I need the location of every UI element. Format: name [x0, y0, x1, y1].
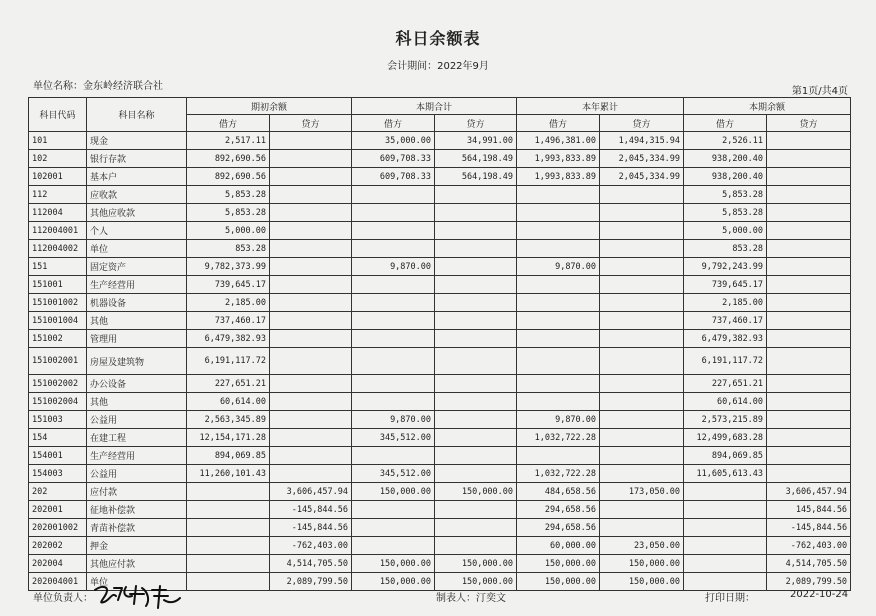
account-code: 151002002: [29, 375, 87, 393]
year-credit-cell: 150,000.00: [600, 573, 684, 591]
closing-debit-cell: 2,573,215.89: [684, 411, 767, 429]
closing-credit-cell: 2,089,799.50: [767, 573, 851, 591]
account-name: 个人: [87, 222, 187, 240]
year-credit-cell: [600, 258, 684, 276]
signature-image: [92, 582, 187, 610]
year-debit-cell: [517, 348, 600, 375]
header-closing-balance: 本期余额: [684, 98, 851, 115]
year-credit-cell: [600, 411, 684, 429]
account-code: 202004: [29, 555, 87, 573]
period-debit-cell: [352, 447, 435, 465]
closing-debit-cell: 938,200.40: [684, 150, 767, 168]
opening-debit-cell: [187, 573, 270, 591]
opening-credit-cell: [270, 429, 352, 447]
year-debit-cell: [517, 240, 600, 258]
opening-debit-cell: 5,853.28: [187, 204, 270, 222]
period-debit-cell: 150,000.00: [352, 573, 435, 591]
page-info: 第1页/共4页: [791, 86, 848, 97]
account-code: 154: [29, 429, 87, 447]
table-row: [29, 555, 851, 573]
opening-debit-cell: 227,651.21: [187, 375, 270, 393]
closing-credit-cell: [767, 447, 851, 465]
year-debit-cell: [517, 393, 600, 411]
year-credit-cell: [600, 429, 684, 447]
period-credit-cell: [435, 312, 517, 330]
year-debit-cell: 1,032,722.28: [517, 429, 600, 447]
closing-debit-cell: [684, 501, 767, 519]
year-credit-cell: [600, 312, 684, 330]
closing-credit-cell: [767, 222, 851, 240]
period-debit-cell: [352, 222, 435, 240]
table-row: [29, 204, 851, 222]
period-debit-cell: 150,000.00: [352, 555, 435, 573]
closing-credit-cell: 145,844.56: [767, 501, 851, 519]
opening-debit-cell: 12,154,171.28: [187, 429, 270, 447]
year-debit-cell: 60,000.00: [517, 537, 600, 555]
period-credit-cell: [435, 348, 517, 375]
opening-debit-cell: 737,460.17: [187, 312, 270, 330]
period-debit-cell: 9,870.00: [352, 258, 435, 276]
year-debit-cell: [517, 330, 600, 348]
table-row: [29, 348, 851, 375]
period-credit-cell: 564,198.49: [435, 168, 517, 186]
period-credit-cell: [435, 294, 517, 312]
closing-credit-cell: [767, 186, 851, 204]
table-row: [29, 168, 851, 186]
closing-credit-cell: [767, 411, 851, 429]
year-debit-cell: [517, 312, 600, 330]
table-row: [29, 411, 851, 429]
opening-credit-cell: -762,403.00: [270, 537, 352, 555]
period-credit-cell: [435, 519, 517, 537]
period-credit-cell: [435, 186, 517, 204]
account-name: 押金: [87, 537, 187, 555]
closing-credit-cell: 4,514,705.50: [767, 555, 851, 573]
period-debit-cell: [352, 519, 435, 537]
year-credit-cell: [600, 519, 684, 537]
opening-credit-cell: [270, 411, 352, 429]
table-row: [29, 375, 851, 393]
opening-debit-cell: 892,690.56: [187, 150, 270, 168]
year-debit-cell: [517, 222, 600, 240]
account-code: 102: [29, 150, 87, 168]
closing-credit-cell: 3,606,457.94: [767, 483, 851, 501]
closing-debit-cell: 6,479,382.93: [684, 330, 767, 348]
year-credit-cell: [600, 204, 684, 222]
account-name: 生产经营用: [87, 276, 187, 294]
account-name: 公益用: [87, 411, 187, 429]
opening-debit-cell: [187, 555, 270, 573]
closing-debit-cell: 894,069.85: [684, 447, 767, 465]
period-credit-cell: 34,991.00: [435, 132, 517, 150]
opening-debit-cell: 892,690.56: [187, 168, 270, 186]
closing-debit-cell: 739,645.17: [684, 276, 767, 294]
closing-debit-cell: 12,499,683.28: [684, 429, 767, 447]
opening-debit-cell: 2,517.11: [187, 132, 270, 150]
closing-credit-cell: [767, 348, 851, 375]
account-code: 151002001: [29, 348, 87, 375]
opening-credit-cell: [270, 294, 352, 312]
year-credit-cell: [600, 375, 684, 393]
period-credit-cell: 564,198.49: [435, 150, 517, 168]
header-debit: 借方: [517, 115, 600, 132]
header-code: 科目代码: [29, 98, 87, 132]
table-body: [29, 132, 851, 591]
opening-credit-cell: [270, 465, 352, 483]
account-code: 151002: [29, 330, 87, 348]
closing-credit-cell: [767, 276, 851, 294]
year-credit-cell: [600, 276, 684, 294]
year-credit-cell: 2,045,334.99: [600, 168, 684, 186]
account-code: 101: [29, 132, 87, 150]
table-row: [29, 186, 851, 204]
closing-debit-cell: [684, 555, 767, 573]
closing-debit-cell: [684, 483, 767, 501]
opening-credit-cell: [270, 330, 352, 348]
table-row: [29, 222, 851, 240]
year-debit-cell: 484,658.56: [517, 483, 600, 501]
opening-debit-cell: [187, 501, 270, 519]
year-debit-cell: 150,000.00: [517, 555, 600, 573]
closing-credit-cell: [767, 168, 851, 186]
account-code: 112004: [29, 204, 87, 222]
year-debit-cell: [517, 204, 600, 222]
period-debit-cell: [352, 294, 435, 312]
period-debit-cell: 609,708.33: [352, 150, 435, 168]
table-row: [29, 312, 851, 330]
year-debit-cell: 1,993,833.89: [517, 150, 600, 168]
closing-debit-cell: [684, 573, 767, 591]
period-credit-cell: [435, 375, 517, 393]
table-row: [29, 258, 851, 276]
opening-credit-cell: [270, 186, 352, 204]
period-debit-cell: 35,000.00: [352, 132, 435, 150]
opening-debit-cell: 6,479,382.93: [187, 330, 270, 348]
closing-debit-cell: 60,614.00: [684, 393, 767, 411]
closing-debit-cell: 853.28: [684, 240, 767, 258]
account-name: 应收款: [87, 186, 187, 204]
account-name: 其他: [87, 393, 187, 411]
table-row: [29, 276, 851, 294]
period-credit-cell: [435, 429, 517, 447]
header-credit: 贷方: [600, 115, 684, 132]
closing-credit-cell: [767, 240, 851, 258]
period-debit-cell: [352, 375, 435, 393]
closing-credit-cell: [767, 465, 851, 483]
closing-credit-cell: [767, 330, 851, 348]
year-credit-cell: [600, 465, 684, 483]
period-debit-cell: [352, 501, 435, 519]
opening-credit-cell: [270, 312, 352, 330]
print-date-label: 打印日期：: [705, 593, 755, 604]
closing-debit-cell: 2,526.11: [684, 132, 767, 150]
closing-debit-cell: 2,185.00: [684, 294, 767, 312]
opening-debit-cell: 853.28: [187, 240, 270, 258]
year-debit-cell: 150,000.00: [517, 573, 600, 591]
year-credit-cell: [600, 240, 684, 258]
opening-credit-cell: [270, 150, 352, 168]
opening-debit-cell: 60,614.00: [187, 393, 270, 411]
account-name: 在建工程: [87, 429, 187, 447]
year-credit-cell: 2,045,334.99: [600, 150, 684, 168]
closing-debit-cell: 6,191,117.72: [684, 348, 767, 375]
period-credit-cell: [435, 501, 517, 519]
closing-debit-cell: 11,605,613.43: [684, 465, 767, 483]
opening-credit-cell: [270, 258, 352, 276]
year-credit-cell: [600, 222, 684, 240]
year-credit-cell: 1,494,315.94: [600, 132, 684, 150]
table-row: [29, 132, 851, 150]
opening-debit-cell: 9,782,373.99: [187, 258, 270, 276]
header-credit: 贷方: [435, 115, 517, 132]
opening-credit-cell: [270, 204, 352, 222]
year-debit-cell: 294,658.56: [517, 501, 600, 519]
preparer-label: 制表人：汀奕文: [436, 593, 506, 604]
account-name: 办公设备: [87, 375, 187, 393]
closing-debit-cell: [684, 519, 767, 537]
period-debit-cell: [352, 276, 435, 294]
period-credit-cell: [435, 393, 517, 411]
year-credit-cell: [600, 294, 684, 312]
period-debit-cell: 609,708.33: [352, 168, 435, 186]
closing-credit-cell: -145,844.56: [767, 519, 851, 537]
print-date: 2022-10-24: [790, 589, 849, 600]
opening-credit-cell: [270, 348, 352, 375]
period-debit-cell: [352, 204, 435, 222]
table-row: [29, 447, 851, 465]
account-name: 其他应收款: [87, 204, 187, 222]
year-debit-cell: [517, 294, 600, 312]
period-debit-cell: 9,870.00: [352, 411, 435, 429]
table-row: [29, 429, 851, 447]
accounting-period: 会计期间：2022年9月: [387, 61, 489, 72]
account-code: 112004001: [29, 222, 87, 240]
table-row: [29, 330, 851, 348]
period-credit-cell: [435, 330, 517, 348]
account-name: 公益用: [87, 465, 187, 483]
year-credit-cell: [600, 393, 684, 411]
year-credit-cell: 173,050.00: [600, 483, 684, 501]
account-name: 机器设备: [87, 294, 187, 312]
opening-debit-cell: 6,191,117.72: [187, 348, 270, 375]
period-debit-cell: [352, 240, 435, 258]
account-code: 202004001: [29, 573, 87, 591]
account-code: 102001: [29, 168, 87, 186]
opening-credit-cell: [270, 447, 352, 465]
table-row: [29, 240, 851, 258]
closing-debit-cell: 737,460.17: [684, 312, 767, 330]
period-debit-cell: [352, 393, 435, 411]
account-code: 154003: [29, 465, 87, 483]
opening-debit-cell: [187, 537, 270, 555]
account-name: 管理用: [87, 330, 187, 348]
closing-credit-cell: [767, 375, 851, 393]
year-credit-cell: [600, 330, 684, 348]
account-name: 生产经营用: [87, 447, 187, 465]
opening-debit-cell: [187, 519, 270, 537]
closing-debit-cell: 5,853.28: [684, 204, 767, 222]
opening-debit-cell: 11,260,101.43: [187, 465, 270, 483]
opening-debit-cell: 2,185.00: [187, 294, 270, 312]
account-code: 151002004: [29, 393, 87, 411]
period-debit-cell: 345,512.00: [352, 429, 435, 447]
account-name: 银行存款: [87, 150, 187, 168]
period-credit-cell: [435, 411, 517, 429]
closing-debit-cell: 5,000.00: [684, 222, 767, 240]
report-title: 科日余额表: [395, 29, 481, 48]
table-row: [29, 483, 851, 501]
period-debit-cell: [352, 348, 435, 375]
table-row: [29, 150, 851, 168]
account-code: 112: [29, 186, 87, 204]
closing-credit-cell: [767, 294, 851, 312]
period-debit-cell: 345,512.00: [352, 465, 435, 483]
period-credit-cell: [435, 222, 517, 240]
opening-debit-cell: 894,069.85: [187, 447, 270, 465]
year-debit-cell: [517, 276, 600, 294]
closing-credit-cell: [767, 150, 851, 168]
account-name: 青苗补偿款: [87, 519, 187, 537]
opening-credit-cell: 2,089,799.50: [270, 573, 352, 591]
year-credit-cell: 150,000.00: [600, 555, 684, 573]
year-debit-cell: 9,870.00: [517, 411, 600, 429]
closing-credit-cell: [767, 204, 851, 222]
header-year-cumulative: 本年累计: [517, 98, 684, 115]
period-credit-cell: [435, 465, 517, 483]
closing-debit-cell: 5,853.28: [684, 186, 767, 204]
header-debit: 借方: [352, 115, 435, 132]
opening-credit-cell: [270, 222, 352, 240]
table-row: [29, 393, 851, 411]
opening-credit-cell: [270, 393, 352, 411]
table-row: [29, 294, 851, 312]
header-credit: 贷方: [270, 115, 352, 132]
opening-debit-cell: 739,645.17: [187, 276, 270, 294]
year-debit-cell: [517, 447, 600, 465]
opening-debit-cell: [187, 483, 270, 501]
period-credit-cell: [435, 447, 517, 465]
period-credit-cell: 150,000.00: [435, 483, 517, 501]
closing-debit-cell: 227,651.21: [684, 375, 767, 393]
year-debit-cell: [517, 186, 600, 204]
table-row: [29, 501, 851, 519]
account-name: 固定资产: [87, 258, 187, 276]
account-code: 151003: [29, 411, 87, 429]
account-code: 202001: [29, 501, 87, 519]
year-credit-cell: [600, 501, 684, 519]
header-name: 科目名称: [87, 98, 187, 132]
table-row: [29, 465, 851, 483]
period-debit-cell: [352, 312, 435, 330]
opening-credit-cell: 3,606,457.94: [270, 483, 352, 501]
account-name: 单位: [87, 240, 187, 258]
responsible-label: 单位负责人：: [33, 593, 93, 604]
year-credit-cell: [600, 348, 684, 375]
period-debit-cell: [352, 537, 435, 555]
closing-credit-cell: -762,403.00: [767, 537, 851, 555]
period-credit-cell: [435, 276, 517, 294]
opening-credit-cell: [270, 276, 352, 294]
opening-credit-cell: 4,514,705.50: [270, 555, 352, 573]
year-debit-cell: 1,032,722.28: [517, 465, 600, 483]
table-row: [29, 537, 851, 555]
account-code: 151001002: [29, 294, 87, 312]
header-period-total: 本期合计: [352, 98, 517, 115]
opening-debit-cell: 5,853.28: [187, 186, 270, 204]
period-credit-cell: [435, 240, 517, 258]
opening-credit-cell: [270, 168, 352, 186]
period-debit-cell: [352, 186, 435, 204]
account-code: 151001: [29, 276, 87, 294]
period-debit-cell: [352, 330, 435, 348]
account-code: 154001: [29, 447, 87, 465]
closing-debit-cell: 938,200.40: [684, 168, 767, 186]
period-credit-cell: 150,000.00: [435, 573, 517, 591]
account-code: 151001004: [29, 312, 87, 330]
account-name: 现金: [87, 132, 187, 150]
year-credit-cell: [600, 447, 684, 465]
closing-credit-cell: [767, 393, 851, 411]
year-credit-cell: 23,050.00: [600, 537, 684, 555]
period-debit-cell: 150,000.00: [352, 483, 435, 501]
account-name: 单位: [87, 573, 187, 591]
closing-credit-cell: [767, 312, 851, 330]
header-credit: 贷方: [767, 115, 851, 132]
table-row: [29, 519, 851, 537]
opening-credit-cell: [270, 375, 352, 393]
year-credit-cell: [600, 186, 684, 204]
period-credit-cell: [435, 204, 517, 222]
account-code: 151: [29, 258, 87, 276]
balance-table: [28, 97, 851, 591]
closing-credit-cell: [767, 429, 851, 447]
header-opening-balance: 期初余额: [187, 98, 352, 115]
account-code: 202002: [29, 537, 87, 555]
closing-credit-cell: [767, 132, 851, 150]
year-debit-cell: 9,870.00: [517, 258, 600, 276]
opening-credit-cell: [270, 240, 352, 258]
period-credit-cell: [435, 537, 517, 555]
unit-name: 单位名称：金东岭经济联合社: [33, 81, 163, 92]
account-name: 基本户: [87, 168, 187, 186]
account-name: 其他: [87, 312, 187, 330]
account-name: 房屋及建筑物: [87, 348, 187, 375]
account-code: 202001002: [29, 519, 87, 537]
account-name: 其他应付款: [87, 555, 187, 573]
opening-credit-cell: -145,844.56: [270, 519, 352, 537]
header-debit: 借方: [684, 115, 767, 132]
closing-debit-cell: 9,792,243.99: [684, 258, 767, 276]
period-credit-cell: 150,000.00: [435, 555, 517, 573]
year-debit-cell: 294,658.56: [517, 519, 600, 537]
closing-debit-cell: [684, 537, 767, 555]
header-debit: 借方: [187, 115, 270, 132]
account-code: 202: [29, 483, 87, 501]
period-credit-cell: [435, 258, 517, 276]
opening-debit-cell: 2,563,345.89: [187, 411, 270, 429]
year-debit-cell: [517, 375, 600, 393]
opening-debit-cell: 5,000.00: [187, 222, 270, 240]
account-name: 征地补偿款: [87, 501, 187, 519]
account-code: 112004002: [29, 240, 87, 258]
year-debit-cell: 1,993,833.89: [517, 168, 600, 186]
opening-credit-cell: -145,844.56: [270, 501, 352, 519]
opening-credit-cell: [270, 132, 352, 150]
account-name: 应付款: [87, 483, 187, 501]
closing-credit-cell: [767, 258, 851, 276]
year-debit-cell: 1,496,381.00: [517, 132, 600, 150]
